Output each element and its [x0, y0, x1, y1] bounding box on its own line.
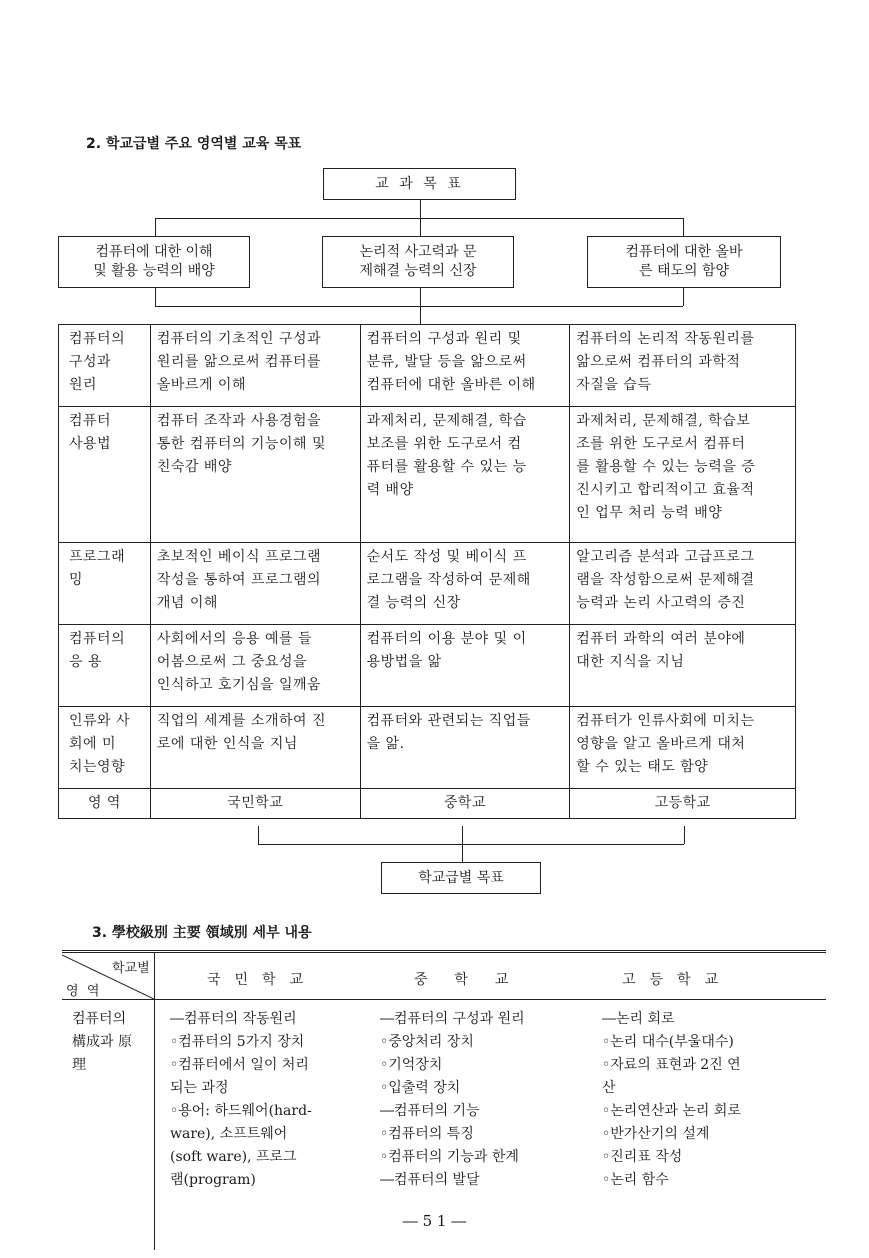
connector-line: [420, 218, 421, 236]
connector-line: [684, 826, 685, 844]
high-cell: 컴퓨터가 인류사회에 미치는 영향을 알고 올바르게 대처 할 수 있는 태도 함양: [570, 707, 796, 789]
middle-label: 중학교: [360, 789, 570, 819]
connector-line: [462, 844, 463, 862]
connector-line: [420, 306, 421, 324]
elementary-cell: 사회에서의 응용 예를 들 어봄으로써 그 중요성을 인식하고 호기심을 일깨움: [150, 625, 360, 707]
page-number: ― 5 1 ―: [402, 1212, 467, 1230]
middle-cell: 컴퓨터의 구성과 원리 및 분류, 발달 등을 앎으로써 컴퓨터에 대한 올바른 이해: [360, 325, 570, 407]
corner-area-label: 영 역: [66, 984, 100, 999]
table-row: [59, 543, 796, 625]
high-label: 고등학교: [570, 789, 796, 819]
header-middle: 중 학 교: [414, 972, 515, 988]
area-cell: 컴퓨터 사용법: [59, 407, 151, 543]
detail-middle-cell: ―컴퓨터의 구성과 원리 ◦중앙처리 장치 ◦기억장치 ◦입출력 장치 ―컴퓨터의 기능 ◦컴퓨터의 특징 ◦컴퓨터의 기능과 한계 ―컴퓨터의 발달: [380, 1011, 525, 1188]
detail-area-cell: 컴퓨터의 構成과 原 理: [72, 1011, 132, 1073]
objectives-table: [58, 324, 796, 819]
area-cell: 인류와 사 회에 미 치는영향: [59, 707, 151, 789]
connector-line: [420, 200, 421, 218]
high-cell: 과제처리, 문제해결, 학습보 조를 위한 도구로서 컴퓨터 를 활용할 수 있는 능력을 증 진시키고 합리적이고 효율적 인 업무 처리 능력 배양: [570, 407, 796, 543]
header-elementary: 국민학교: [207, 972, 318, 988]
table-row: [59, 325, 796, 407]
school-level-goal-box: 학교급별 목표: [381, 862, 541, 894]
elementary-cell: 컴퓨터 조작과 사용경험을 통한 컴퓨터의 기능이해 및 친숙감 배양: [150, 407, 360, 543]
connector-line: [683, 218, 684, 236]
area-cell: 컴퓨터의 응 용: [59, 625, 151, 707]
sub-goal-understanding: 컴퓨터에 대한 이해 및 활용 능력의 배양: [58, 236, 250, 288]
middle-cell: 순서도 작성 및 베이식 프 로그램을 작성하여 문제해 결 능력의 신장: [360, 543, 570, 625]
connector-line: [258, 844, 684, 845]
connector-line: [258, 826, 259, 844]
corner-school-label: 학교별: [112, 961, 150, 976]
elementary-cell: 컴퓨터의 기초적인 구성과 원리를 앎으로써 컴퓨터를 올바르게 이해: [150, 325, 360, 407]
connector-line: [683, 288, 684, 306]
area-label: 영 역: [59, 789, 151, 819]
connector-line: [155, 218, 156, 236]
header-high: 고등학교: [622, 972, 733, 988]
area-cell: 컴퓨터의 구성과 원리: [59, 325, 151, 407]
sub-goal-attitude: 컴퓨터에 대한 올바 른 태도의 함양: [587, 236, 781, 288]
detail-header-row: [62, 950, 826, 1000]
high-cell: 컴퓨터 과학의 여러 분야에 대한 지식을 지님: [570, 625, 796, 707]
table-row: [59, 625, 796, 707]
elementary-cell: 초보적인 베이식 프로그램 작성을 통하여 프로그램의 개념 이해: [150, 543, 360, 625]
high-cell: 컴퓨터의 논리적 작동원리를 앎으로써 컴퓨터의 과학적 자질을 습득: [570, 325, 796, 407]
table-row: [59, 707, 796, 789]
connector-line: [155, 288, 156, 306]
table-row: [59, 407, 796, 543]
subject-goal-box: 교 과 목 표: [323, 168, 516, 200]
section-2-title: 2. 학교급별 주요 영역별 교육 목표: [86, 136, 302, 152]
connector-line: [462, 826, 463, 844]
detail-high-cell: ―논리 회로 ◦논리 대수(부울대수) ◦자료의 표현과 2진 연 산 ◦논리연산과 논리 회로 ◦반가산기의 설계 ◦진리표 작성 ◦논리 함수: [602, 1011, 741, 1188]
header-divider: [154, 953, 155, 1000]
high-cell: 알고리즘 분석과 고급프로그 램을 작성함으로써 문제해결 능력과 논리 사고력의 증진: [570, 543, 796, 625]
detail-elementary-cell: ―컴퓨터의 작동원리 ◦컴퓨터의 5가지 장치 ◦컴퓨터에서 일이 처리 되는 과정 ◦용어: 하드웨어(hard- ware), 소프트웨어 (soft ware), 프로그 램(program): [170, 1011, 312, 1188]
sub-goal-logical-thinking: 논리적 사고력과 문 제해결 능력의 신장: [322, 236, 514, 288]
area-cell: 프로그래 밍: [59, 543, 151, 625]
elementary-cell: 직업의 세계를 소개하여 진 로에 대한 인식을 지님: [150, 707, 360, 789]
middle-cell: 컴퓨터의 이용 분야 및 이 용방법을 앎: [360, 625, 570, 707]
connector-line: [155, 218, 683, 219]
elementary-label: 국민학교: [150, 789, 360, 819]
section-3-title: 3. 學校級別 主要 領域別 세부 내용: [92, 925, 312, 941]
connector-line: [155, 306, 683, 307]
school-level-row: [59, 789, 796, 819]
middle-cell: 과제처리, 문제해결, 학습 보조를 위한 도구로서 컴 퓨터를 활용할 수 있는 능 력 배양: [360, 407, 570, 543]
connector-line: [420, 288, 421, 306]
middle-cell: 컴퓨터와 관련되는 직업들 을 앎.: [360, 707, 570, 789]
